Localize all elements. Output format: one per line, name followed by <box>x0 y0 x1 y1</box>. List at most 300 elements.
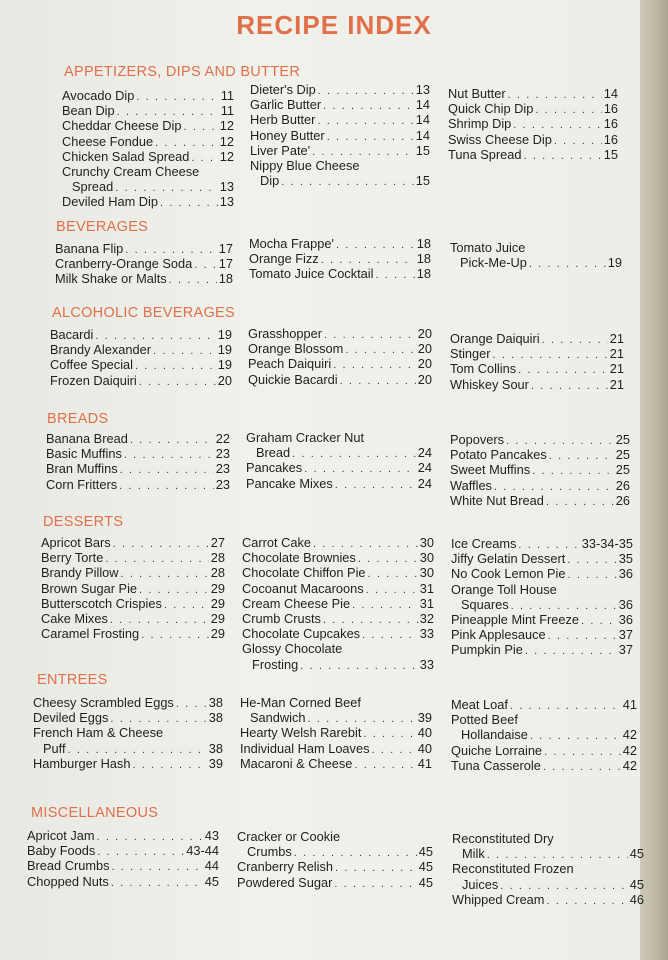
page-number: 38 <box>208 695 223 710</box>
page-number: 16 <box>603 131 618 147</box>
dot-leader <box>160 196 218 211</box>
alcoholic-column-3 <box>450 331 624 392</box>
index-entry <box>448 116 618 131</box>
index-entry <box>250 173 430 188</box>
recipe-name: Crumbs <box>247 844 292 860</box>
dot-leader <box>139 375 216 390</box>
recipe-name: Nut Butter <box>448 86 506 101</box>
recipe-name: Powdered Sugar <box>237 874 333 890</box>
recipe-name: Orange Blossom <box>248 341 344 357</box>
index-entry <box>451 712 637 727</box>
recipe-name: Crumb Crusts <box>242 610 321 626</box>
index-entry <box>33 756 223 771</box>
dot-leader <box>281 175 414 190</box>
recipe-name: Tomato Juice <box>450 240 526 255</box>
index-entry <box>240 695 432 710</box>
page-number: 25 <box>615 462 630 478</box>
index-entry <box>62 149 234 164</box>
dot-leader <box>544 745 621 760</box>
recipe-name: Quick Chip Dip <box>448 101 534 117</box>
page-number: 24 <box>417 445 432 461</box>
index-entry <box>237 859 433 874</box>
recipe-name: Coffee Special <box>50 357 133 373</box>
page-number: 31 <box>419 595 434 611</box>
index-entry <box>27 843 219 858</box>
dot-leader <box>334 877 416 892</box>
index-entry <box>242 535 434 550</box>
beverages-column-3 <box>450 240 622 270</box>
index-entry <box>450 361 624 376</box>
dot-leader <box>194 258 216 273</box>
index-entry <box>249 266 431 281</box>
dot-leader <box>358 552 418 567</box>
page-number: 43 <box>204 828 219 843</box>
index-entry <box>248 326 432 341</box>
index-entry <box>450 331 624 346</box>
page-number: 29 <box>210 610 225 626</box>
page-number: 20 <box>217 372 232 388</box>
entrees-column-2 <box>240 695 432 771</box>
appetizers-column-2 <box>250 82 430 188</box>
index-entry <box>237 875 433 890</box>
index-entry <box>242 596 434 611</box>
recipe-name: Caramel Frosting <box>41 626 140 642</box>
index-entry <box>50 373 232 388</box>
recipe-name: Hollandaise <box>461 727 528 743</box>
dot-leader <box>164 598 209 613</box>
section-heading-breads: BREADS <box>47 411 109 427</box>
dot-leader <box>141 628 209 643</box>
page-number: 26 <box>615 477 630 493</box>
index-entry <box>27 858 219 873</box>
recipe-name: Basic Muffins <box>46 446 122 462</box>
recipe-name: Meat Loaf <box>451 697 508 712</box>
index-entry <box>448 132 618 147</box>
recipe-name: Banana Flip <box>55 241 124 256</box>
index-entry <box>248 372 432 387</box>
recipe-name: Glossy Chocolate <box>242 641 343 657</box>
page-number: 29 <box>210 580 225 596</box>
page-number: 46 <box>629 891 644 907</box>
index-entry <box>450 255 622 270</box>
page-number: 36 <box>618 596 633 612</box>
recipe-name: Pink Applesauce <box>451 627 546 643</box>
dot-leader <box>363 727 415 742</box>
recipe-name: Bread <box>256 445 291 461</box>
dot-leader <box>535 103 601 118</box>
index-entry <box>451 566 633 581</box>
recipe-name: Tomato Juice Cocktail <box>249 266 374 282</box>
index-entry <box>451 758 637 773</box>
index-entry <box>248 341 432 356</box>
recipe-name: Cheese Fondue <box>62 133 154 149</box>
recipe-name: Deviled Ham Dip <box>62 194 159 210</box>
recipe-name: Stinger <box>450 346 491 362</box>
dot-leader <box>524 149 602 164</box>
alcoholic-column-1 <box>50 327 232 388</box>
index-entry <box>50 327 232 342</box>
dot-leader <box>546 495 614 510</box>
page-number: 36 <box>618 611 633 627</box>
recipe-name: Nippy Blue Cheese <box>250 157 360 173</box>
recipe-name: White Nut Bread <box>450 492 544 508</box>
misc-column-2 <box>237 829 433 890</box>
index-entry <box>55 271 233 286</box>
page-number: 24 <box>417 475 432 491</box>
dot-leader <box>318 84 414 99</box>
index-entry <box>451 727 637 742</box>
dot-leader <box>366 583 418 598</box>
recipe-name: Pumpkin Pie <box>451 642 523 658</box>
recipe-name: Liver Pate' <box>250 142 311 158</box>
page-number: 42 <box>622 757 637 773</box>
index-entry <box>41 535 225 550</box>
index-entry <box>41 611 225 626</box>
recipe-name: Carrot Cake <box>242 535 311 550</box>
index-entry <box>450 462 630 477</box>
index-entry <box>250 97 430 112</box>
dot-leader <box>105 552 208 567</box>
page-number: 45 <box>629 876 644 892</box>
page-number: 14 <box>415 127 430 143</box>
recipe-name: Bread Crumbs <box>27 858 110 874</box>
page-number: 18 <box>416 236 431 251</box>
page-number: 21 <box>609 346 624 362</box>
dot-leader <box>335 861 417 876</box>
page-number: 24 <box>417 460 432 476</box>
recipe-name: Herb Butter <box>250 112 316 128</box>
index-entry <box>50 357 232 372</box>
index-entry <box>242 581 434 596</box>
index-entry <box>55 256 233 271</box>
recipe-name: Banana Bread <box>46 431 128 446</box>
index-entry <box>450 478 630 493</box>
index-entry <box>240 710 432 725</box>
recipe-name: Bean Dip <box>62 103 115 119</box>
page-number: 21 <box>609 361 624 377</box>
recipe-name: Cranberry Relish <box>237 859 334 875</box>
index-entry <box>62 118 234 133</box>
entrees-column-3 <box>451 697 637 773</box>
index-entry <box>451 743 637 758</box>
recipe-name: Hearty Welsh Rarebit <box>240 725 362 741</box>
breads-column-1 <box>46 431 230 492</box>
page-number: 16 <box>603 101 618 117</box>
recipe-name: Cracker or Cookie <box>237 829 341 844</box>
recipe-name: Sandwich <box>250 710 306 726</box>
page-number: 13 <box>415 82 430 97</box>
page-number: 45 <box>204 873 219 889</box>
page-number: 19 <box>607 255 622 271</box>
page-number: 11 <box>220 103 234 119</box>
recipe-name: Crunchy Cream Cheese <box>62 163 200 179</box>
recipe-name: Puff <box>43 740 66 756</box>
recipe-name: Cheddar Cheese Dip <box>62 118 182 134</box>
dot-leader <box>169 273 217 288</box>
page-number: 37 <box>618 642 633 658</box>
recipe-name: Chocolate Cupcakes <box>242 626 361 642</box>
recipe-name: Chopped Nuts <box>27 873 109 889</box>
page-number: 19 <box>217 342 232 358</box>
index-entry <box>250 128 430 143</box>
index-entry <box>452 846 644 861</box>
recipe-name: Butterscotch Crispies <box>41 595 162 611</box>
index-entry <box>246 430 432 445</box>
recipe-name: Orange Toll House <box>451 581 557 597</box>
page-number: 14 <box>415 112 430 128</box>
index-entry <box>451 536 633 551</box>
recipe-name: Apricot Bars <box>41 535 111 550</box>
dot-leader <box>543 760 621 775</box>
index-entry <box>450 240 622 255</box>
recipe-name: Chocolate Chiffon Pie <box>242 565 366 581</box>
index-entry <box>451 642 633 657</box>
page-number: 37 <box>618 627 633 643</box>
recipe-name: Potato Pancakes <box>450 447 547 463</box>
index-entry <box>242 611 434 626</box>
index-entry <box>249 236 431 251</box>
page-number: 35 <box>618 551 633 567</box>
page-title: RECIPE INDEX <box>236 10 432 40</box>
recipe-name: Berry Torte <box>41 550 104 566</box>
recipe-name: Individual Ham Loaves <box>240 740 370 756</box>
recipe-name: Cheesy Scrambled Eggs <box>33 695 174 710</box>
recipe-name: Chicken Salad Spread <box>62 148 190 164</box>
section-heading-appetizers: APPETIZERS, DIPS AND BUTTER <box>64 64 301 80</box>
index-entry <box>248 356 432 371</box>
recipe-name: Squares <box>461 596 509 612</box>
dot-leader <box>568 568 617 583</box>
dot-leader <box>581 614 617 629</box>
dot-leader <box>113 537 209 552</box>
page-number: 20 <box>417 371 432 387</box>
index-entry <box>41 596 225 611</box>
recipe-name: Reconstituted Dry <box>452 831 554 846</box>
section-heading-desserts: DESSERTS <box>43 514 124 530</box>
recipe-name: Brandy Alexander <box>50 342 152 358</box>
page-number: 41 <box>417 755 432 771</box>
page-number: 29 <box>210 595 225 611</box>
page-number: 45 <box>418 874 433 890</box>
page-number: 21 <box>609 376 624 392</box>
page-number: 29 <box>210 626 225 642</box>
page-number: 42 <box>622 742 637 758</box>
dot-leader <box>132 758 206 773</box>
dot-leader <box>333 358 416 373</box>
page-number: 33-34-35 <box>581 536 633 551</box>
index-entry <box>62 179 234 194</box>
index-entry <box>237 844 433 859</box>
dot-leader <box>130 433 214 448</box>
page-number: 45 <box>418 859 433 875</box>
recipe-name: Milk <box>462 846 485 862</box>
page-number: 26 <box>615 492 630 508</box>
recipe-name: Juices <box>462 876 499 892</box>
book-page-edge <box>640 0 668 960</box>
recipe-name: Ice Creams <box>451 536 517 551</box>
page-number: 17 <box>218 241 233 256</box>
page-number: 15 <box>415 142 430 158</box>
recipe-name: Orange Daiquiri <box>450 331 540 346</box>
page-number: 12 <box>219 118 234 134</box>
dot-leader <box>362 628 418 643</box>
index-entry <box>246 476 432 491</box>
recipe-name: Milk Shake or Malts <box>55 271 167 287</box>
index-entry <box>250 112 430 127</box>
page-number: 38 <box>208 710 223 726</box>
page-number: 15 <box>415 173 430 189</box>
index-entry <box>242 626 434 641</box>
index-entry <box>250 158 430 173</box>
recipe-name: Pancake Mixes <box>246 475 333 491</box>
index-entry <box>451 597 633 612</box>
dot-leader <box>335 478 416 493</box>
index-entry <box>448 86 618 101</box>
index-entry <box>450 346 624 361</box>
dot-leader <box>323 99 414 114</box>
beverages-column-2 <box>249 236 431 282</box>
recipe-name: Cocoanut Macaroons <box>242 580 364 596</box>
recipe-name: Spread <box>72 179 114 195</box>
page-number: 21 <box>609 331 624 346</box>
index-entry <box>33 725 223 740</box>
recipe-name: Corn Fritters <box>46 476 118 492</box>
appetizers-column-1 <box>62 88 234 210</box>
page-number: 23 <box>215 461 230 477</box>
recipe-name: Honey Butter <box>250 127 325 143</box>
dot-leader <box>529 257 606 272</box>
dot-leader <box>530 729 621 744</box>
dot-leader <box>136 90 218 105</box>
index-entry <box>33 695 223 710</box>
dot-leader <box>531 379 608 394</box>
dot-leader <box>153 344 216 359</box>
page-number: 31 <box>419 580 434 596</box>
section-heading-beverages: BEVERAGES <box>56 219 149 235</box>
index-entry <box>448 101 618 116</box>
recipe-name: Apricot Jam <box>27 828 95 843</box>
index-entry <box>62 134 234 149</box>
index-entry <box>451 612 633 627</box>
page-number: 41 <box>622 697 637 712</box>
page-number: 14 <box>415 97 430 113</box>
index-entry <box>246 445 432 460</box>
index-entry <box>46 431 230 446</box>
page-number: 30 <box>419 550 434 566</box>
dot-leader <box>327 130 414 145</box>
recipe-name: Popovers <box>450 432 505 447</box>
page-number: 40 <box>417 725 432 741</box>
dot-leader <box>111 876 203 891</box>
recipe-name: Swiss Cheese Dip <box>448 131 552 147</box>
recipe-name: Frosting <box>252 656 299 672</box>
page-number: 28 <box>210 550 225 566</box>
recipe-name: Avocado Dip <box>62 88 135 103</box>
page-number: 32 <box>419 610 434 626</box>
dot-leader <box>345 343 415 358</box>
appetizers-column-3 <box>448 86 618 162</box>
index-entry <box>452 861 644 876</box>
index-entry <box>242 550 434 565</box>
page-number: 20 <box>417 326 432 341</box>
dot-leader <box>97 845 184 860</box>
misc-column-3 <box>452 831 644 907</box>
page-number: 30 <box>419 535 434 550</box>
recipe-name: Sweet Muffins <box>450 462 531 478</box>
page-number: 39 <box>208 755 223 771</box>
dot-leader <box>518 363 608 378</box>
index-entry <box>240 725 432 740</box>
recipe-name: Cream Cheese Pie <box>242 595 351 611</box>
recipe-name: Whiskey Sour <box>450 376 529 392</box>
index-entry <box>33 741 223 756</box>
page-number: 13 <box>219 194 234 210</box>
index-entry <box>451 551 633 566</box>
page-number: 12 <box>219 148 234 164</box>
recipe-name: French Ham & Cheese <box>33 725 164 741</box>
dot-leader <box>371 743 415 758</box>
page-number: 12 <box>219 133 234 149</box>
index-entry <box>451 627 633 642</box>
recipe-name: Potted Beef <box>451 712 518 728</box>
page-number: 16 <box>603 116 618 132</box>
index-entry <box>62 103 234 118</box>
dot-leader <box>317 114 413 129</box>
dot-leader <box>549 449 614 464</box>
beverages-column-1 <box>55 241 233 287</box>
recipe-name: Pick-Me-Up <box>460 255 527 271</box>
dot-leader <box>510 699 621 714</box>
dot-leader <box>546 894 627 909</box>
index-entry <box>249 251 431 266</box>
index-entry <box>50 342 232 357</box>
dot-leader <box>112 860 203 875</box>
dot-leader <box>354 758 415 773</box>
recipe-name: Pancakes <box>246 460 303 476</box>
recipe-name: Deviled Eggs <box>33 710 109 726</box>
page-number: 33 <box>419 626 434 642</box>
dot-leader <box>567 553 616 568</box>
index-entry <box>451 697 637 712</box>
misc-column-1 <box>27 828 219 889</box>
desserts-column-1 <box>41 535 225 641</box>
index-entry <box>452 877 644 892</box>
dot-leader <box>375 268 414 283</box>
index-entry <box>240 756 432 771</box>
page-number: 40 <box>417 740 432 756</box>
recipe-name: Waffles <box>450 477 492 493</box>
recipe-name: Graham Cracker Nut <box>246 430 365 445</box>
dot-leader <box>340 374 416 389</box>
recipe-name: Tuna Spread <box>448 146 522 162</box>
page-number: 39 <box>417 710 432 726</box>
dot-leader <box>336 238 415 253</box>
index-entry <box>242 565 434 580</box>
recipe-name: Peach Daiquiri <box>248 356 332 372</box>
recipe-name: Bacardi <box>50 327 94 342</box>
index-entry <box>62 164 234 179</box>
index-entry <box>27 874 219 889</box>
page-number: 13 <box>219 179 234 195</box>
index-entry <box>46 461 230 476</box>
dot-leader <box>554 134 602 149</box>
recipe-name: Mocha Frappe' <box>249 236 334 251</box>
recipe-name: Jiffy Gelatin Dessert <box>451 551 566 567</box>
recipe-name: Hamburger Hash <box>33 755 131 771</box>
index-entry <box>33 710 223 725</box>
dot-leader <box>124 448 214 463</box>
index-entry <box>450 493 630 508</box>
